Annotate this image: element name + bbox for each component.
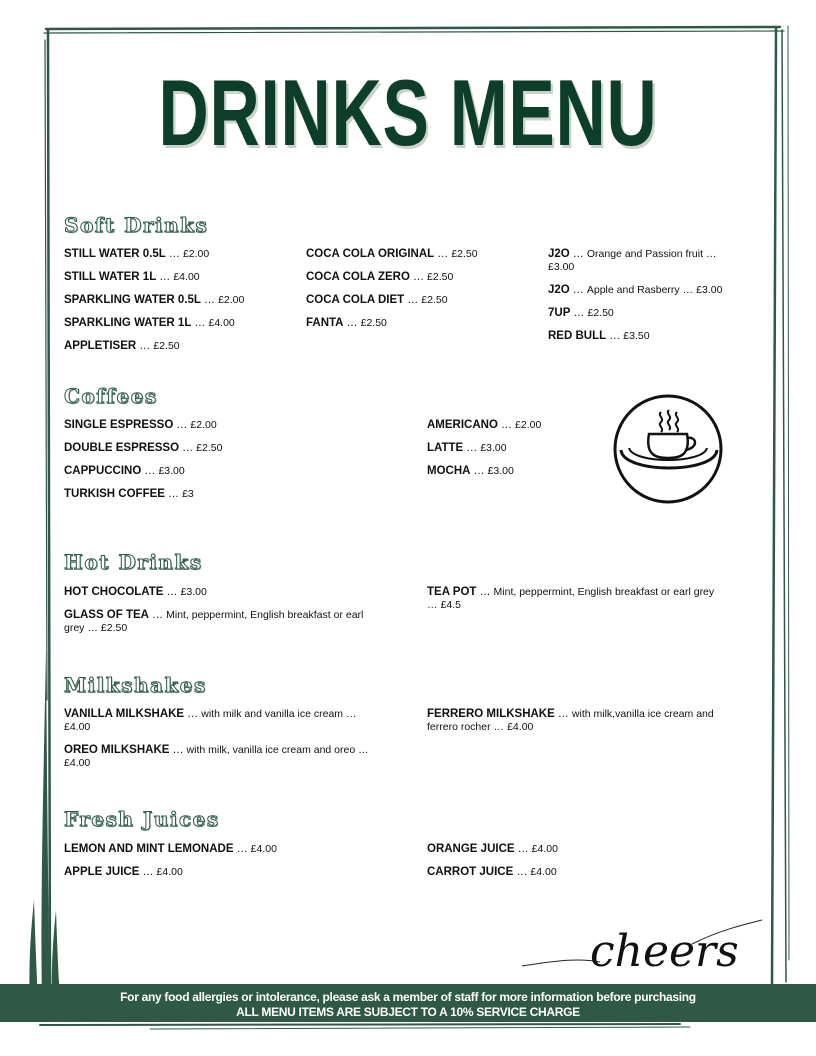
menu-item-name: SPARKLING WATER 0.5L bbox=[64, 294, 201, 306]
menu-item: LATTE … £3.00 bbox=[427, 442, 507, 454]
hot-drinks-col-2 bbox=[427, 586, 717, 622]
menu-item: APPLE JUICE … £4.00 bbox=[64, 866, 183, 878]
menu-item-price: £4.00 bbox=[530, 866, 557, 878]
menu-item-description: Orange and Passion fruit … bbox=[586, 248, 717, 260]
menu-item-name: VANILLA MILKSHAKE bbox=[64, 708, 185, 720]
menu-item: COCA COLA DIET … £2.50 bbox=[306, 294, 448, 306]
menu-item-price: £4.00 bbox=[173, 271, 200, 283]
menu-item: GLASS OF TEA … Mint, peppermint, English breakfast or earl grey … £2.50 bbox=[64, 609, 364, 634]
menu-item-price: £2.50 bbox=[196, 442, 223, 454]
menu-item-name: J2O bbox=[548, 248, 570, 260]
menu-item-name: CARROT JUICE bbox=[427, 866, 514, 878]
menu-item-name: J2O bbox=[548, 284, 570, 296]
menu-item: LEMON AND MINT LEMONADE … £4.00 bbox=[64, 843, 277, 855]
section-title-soft-drinks: Soft Drinks bbox=[64, 213, 209, 237]
menu-item-name: RED BULL bbox=[548, 330, 607, 342]
section-title-coffees: Coffees bbox=[64, 384, 158, 408]
menu-item: TEA POT … Mint, peppermint, English breakfast or earl grey … £4.5 bbox=[427, 586, 715, 611]
menu-item: CARROT JUICE … £4.00 bbox=[427, 866, 557, 878]
menu-item-name: STILL WATER 0.5L bbox=[64, 248, 166, 260]
menu-item-price: £2.00 bbox=[515, 419, 542, 431]
milkshakes-col-2 bbox=[427, 708, 737, 744]
menu-item-price: £2.50 bbox=[427, 271, 454, 283]
menu-item-name: LATTE bbox=[427, 442, 464, 454]
menu-item-description: with milk,vanilla ice cream and ferrero rocher … bbox=[427, 708, 714, 733]
menu-item-price: £3.00 bbox=[180, 586, 207, 598]
coffees-col-2 bbox=[427, 419, 597, 488]
soft-drinks-col-2 bbox=[306, 248, 536, 340]
menu-item: FANTA … £2.50 bbox=[306, 317, 387, 329]
menu-item-price: £2.50 bbox=[360, 317, 387, 329]
menu-item-price: £2.50 bbox=[451, 248, 478, 260]
menu-item: AMERICANO … £2.00 bbox=[427, 419, 542, 431]
menu-item-name: APPLE JUICE bbox=[64, 866, 140, 878]
footer-banner bbox=[0, 984, 816, 1022]
menu-item-price: £2.00 bbox=[218, 294, 245, 306]
footer-service-charge: ALL MENU ITEMS ARE SUBJECT TO A 10% SERVICE CHARGE bbox=[236, 1005, 580, 1019]
menu-item-price: £2.50 bbox=[587, 307, 614, 319]
menu-item-price: £3.00 bbox=[480, 442, 507, 454]
menu-item-name: OREO MILKSHAKE bbox=[64, 744, 170, 756]
menu-item: OREO MILKSHAKE … with milk, vanilla ice cream and oreo … £4.00 bbox=[64, 744, 369, 769]
menu-item-price: £3.00 bbox=[158, 465, 185, 477]
menu-item: RED BULL … £3.50 bbox=[548, 330, 650, 342]
menu-item-description: with milk and vanilla ice cream … bbox=[201, 708, 357, 720]
menu-item-price: £4.00 bbox=[208, 317, 235, 329]
menu-item: SPARKLING WATER 1L … £4.00 bbox=[64, 317, 235, 329]
menu-item-description: Mint, peppermint, English breakfast or earl grey … bbox=[64, 609, 364, 634]
menu-item-name: AMERICANO bbox=[427, 419, 498, 431]
cheers-signature bbox=[520, 910, 765, 980]
menu-item: J2O … Orange and Passion fruit … £3.00 bbox=[548, 248, 717, 273]
menu-item-name: STILL WATER 1L bbox=[64, 271, 157, 283]
menu-item: SINGLE ESPRESSO … £2.00 bbox=[64, 419, 217, 431]
section-title-fresh-juices: Fresh Juices bbox=[64, 807, 220, 831]
menu-item-price: £4.5 bbox=[440, 599, 461, 611]
menu-item: 7UP … £2.50 bbox=[548, 307, 614, 319]
menu-item: HOT CHOCOLATE … £3.00 bbox=[64, 586, 207, 598]
menu-item-name: FANTA bbox=[306, 317, 344, 329]
section-title-hot-drinks: Hot Drinks bbox=[64, 550, 203, 574]
menu-item-name: DOUBLE ESPRESSO bbox=[64, 442, 180, 454]
menu-item-name: 7UP bbox=[548, 307, 571, 319]
menu-item-name: LEMON AND MINT LEMONADE bbox=[64, 843, 234, 855]
menu-item-price: £4.00 bbox=[156, 866, 183, 878]
menu-item-price: £3 bbox=[182, 488, 194, 500]
menu-item-price: £4.00 bbox=[507, 721, 534, 733]
menu-item: ORANGE JUICE … £4.00 bbox=[427, 843, 558, 855]
menu-item: DOUBLE ESPRESSO … £2.50 bbox=[64, 442, 223, 454]
menu-item: STILL WATER 1L … £4.00 bbox=[64, 271, 200, 283]
footer-allergy-note: For any food allergies or intolerance, please ask a member of staff for more information before purchasing bbox=[120, 990, 696, 1004]
menu-item-price: £4.00 bbox=[531, 843, 558, 855]
menu-item-price: £2.50 bbox=[421, 294, 448, 306]
menu-item-name: SPARKLING WATER 1L bbox=[64, 317, 192, 329]
menu-item-price: £2.00 bbox=[190, 419, 217, 431]
menu-item-description: with milk, vanilla ice cream and oreo … bbox=[186, 744, 369, 756]
menu-item-price: £4.00 bbox=[64, 757, 91, 769]
milkshakes-col-1 bbox=[64, 708, 382, 780]
menu-item-name: SINGLE ESPRESSO bbox=[64, 419, 174, 431]
fresh-juices-col-1 bbox=[64, 843, 394, 889]
menu-item-price: £3.50 bbox=[623, 330, 650, 342]
soft-drinks-col-1 bbox=[64, 248, 294, 363]
soft-drinks-col-3 bbox=[548, 248, 733, 353]
menu-item: STILL WATER 0.5L … £2.00 bbox=[64, 248, 210, 260]
menu-item-name: COCA COLA ZERO bbox=[306, 271, 410, 283]
menu-item: TURKISH COFFEE … £3 bbox=[64, 488, 194, 500]
menu-item-price: £4.00 bbox=[64, 721, 91, 733]
menu-title: DRINKS MENU bbox=[158, 60, 658, 165]
menu-item-name: TEA POT bbox=[427, 586, 477, 598]
menu-item: J2O … Apple and Rasberry … £3.00 bbox=[548, 284, 723, 296]
menu-item-name: TURKISH COFFEE bbox=[64, 488, 165, 500]
menu-item-name: CAPPUCCINO bbox=[64, 465, 142, 477]
menu-item-name: COCA COLA DIET bbox=[306, 294, 405, 306]
menu-item-price: £2.50 bbox=[100, 622, 128, 634]
menu-item-price: £3.00 bbox=[487, 465, 514, 477]
menu-item: VANILLA MILKSHAKE … with milk and vanilla ice cream … £4.00 bbox=[64, 708, 357, 733]
menu-item: MOCHA … £3.00 bbox=[427, 465, 514, 477]
fresh-juices-col-2 bbox=[427, 843, 677, 889]
menu-item-description: Apple and Rasberry … bbox=[586, 284, 694, 296]
menu-item: COCA COLA ORIGINAL … £2.50 bbox=[306, 248, 478, 260]
coffee-cup-icon bbox=[611, 392, 725, 506]
coffees-col-1 bbox=[64, 419, 394, 511]
menu-item-name: HOT CHOCOLATE bbox=[64, 586, 164, 598]
menu-item-name: APPLETISER bbox=[64, 340, 137, 352]
menu-item-name: GLASS OF TEA bbox=[64, 609, 149, 621]
menu-item: CAPPUCCINO … £3.00 bbox=[64, 465, 185, 477]
menu-item-price: £4.00 bbox=[250, 843, 277, 855]
menu-item-price: £2.00 bbox=[182, 248, 210, 260]
menu-item-name: ORANGE JUICE bbox=[427, 843, 515, 855]
menu-item: FERRERO MILKSHAKE … with milk,vanilla ice cream and ferrero rocher … £4.00 bbox=[427, 708, 714, 733]
cheers-text: cheers bbox=[590, 926, 739, 977]
menu-item: COCA COLA ZERO … £2.50 bbox=[306, 271, 454, 283]
menu-item: SPARKLING WATER 0.5L … £2.00 bbox=[64, 294, 245, 306]
menu-item-name: FERRERO MILKSHAKE bbox=[427, 708, 555, 720]
menu-item-price: £3.00 bbox=[548, 261, 575, 273]
menu-item-name: COCA COLA ORIGINAL bbox=[306, 248, 435, 260]
menu-item-price: £3.00 bbox=[696, 284, 723, 296]
menu-item: APPLETISER … £2.50 bbox=[64, 340, 180, 352]
menu-item-price: £2.50 bbox=[153, 340, 180, 352]
menu-item-name: MOCHA bbox=[427, 465, 471, 477]
hot-drinks-col-1 bbox=[64, 586, 382, 645]
section-title-milkshakes: Milkshakes bbox=[64, 673, 207, 697]
menu-item-description: Mint, peppermint, English breakfast or earl grey … bbox=[427, 586, 715, 611]
